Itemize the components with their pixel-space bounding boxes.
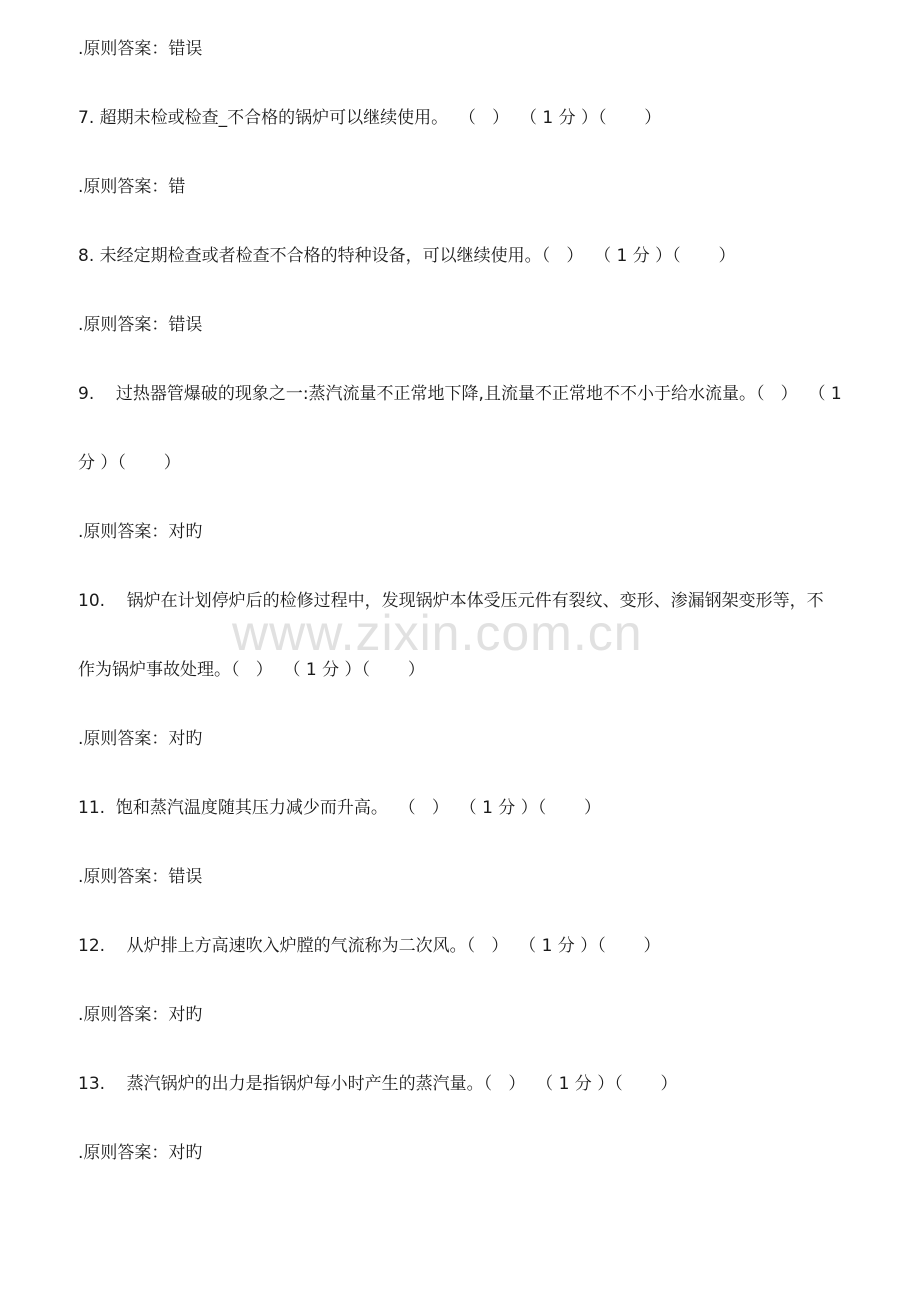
answer-line: .原则答案：错 [78,177,186,197]
question-7: 7. 超期未检或检查_不合格的锅炉可以继续使用。 （ ） （ 1 分 ）（ ） [78,108,662,128]
question-13: 13. 蒸汽锅炉的出力是指锅炉每小时产生的蒸汽量。（ ） （ 1 分 ）（ ） [78,1074,678,1094]
answer-line: .原则答案：对旳 [78,1005,203,1025]
answer-line: .原则答案：错误 [78,39,203,59]
watermark-text: www.zixin.com.cn [232,605,643,661]
answer-line: .原则答案：对旳 [78,729,203,749]
answer-line: .原则答案：错误 [78,315,203,335]
answer-line: .原则答案：对旳 [78,522,203,542]
answer-line: .原则答案：对旳 [78,1143,203,1163]
answer-line: .原则答案：错误 [78,867,203,887]
question-9: 9. 过热器管爆破的现象之一:蒸汽流量不正常地下降,且流量不正常地不不小于给水流量。（ ） （ 1 [78,384,842,404]
question-10: 10. 锅炉在计划停炉后的检修过程中，发现锅炉本体受压元件有裂纹、变形、渗漏钢架变形等，不 [78,591,824,611]
question-10-continued: 作为锅炉事故处理。（ ） （ 1 分 ）（ ） [78,660,425,680]
question-9-continued: 分 ）（ ） [78,453,181,473]
question-12: 12. 从炉排上方高速吹入炉膛的气流称为二次风。（ ） （ 1 分 ）（ ） [78,936,661,956]
question-8: 8. 未经定期检查或者检查不合格的特种设备，可以继续使用。（ ） （ 1 分 ）（ ） [78,246,736,266]
question-11: 11. 饱和蒸汽温度随其压力减少而升高。 （ ） （ 1 分 ）（ ） [78,798,602,818]
